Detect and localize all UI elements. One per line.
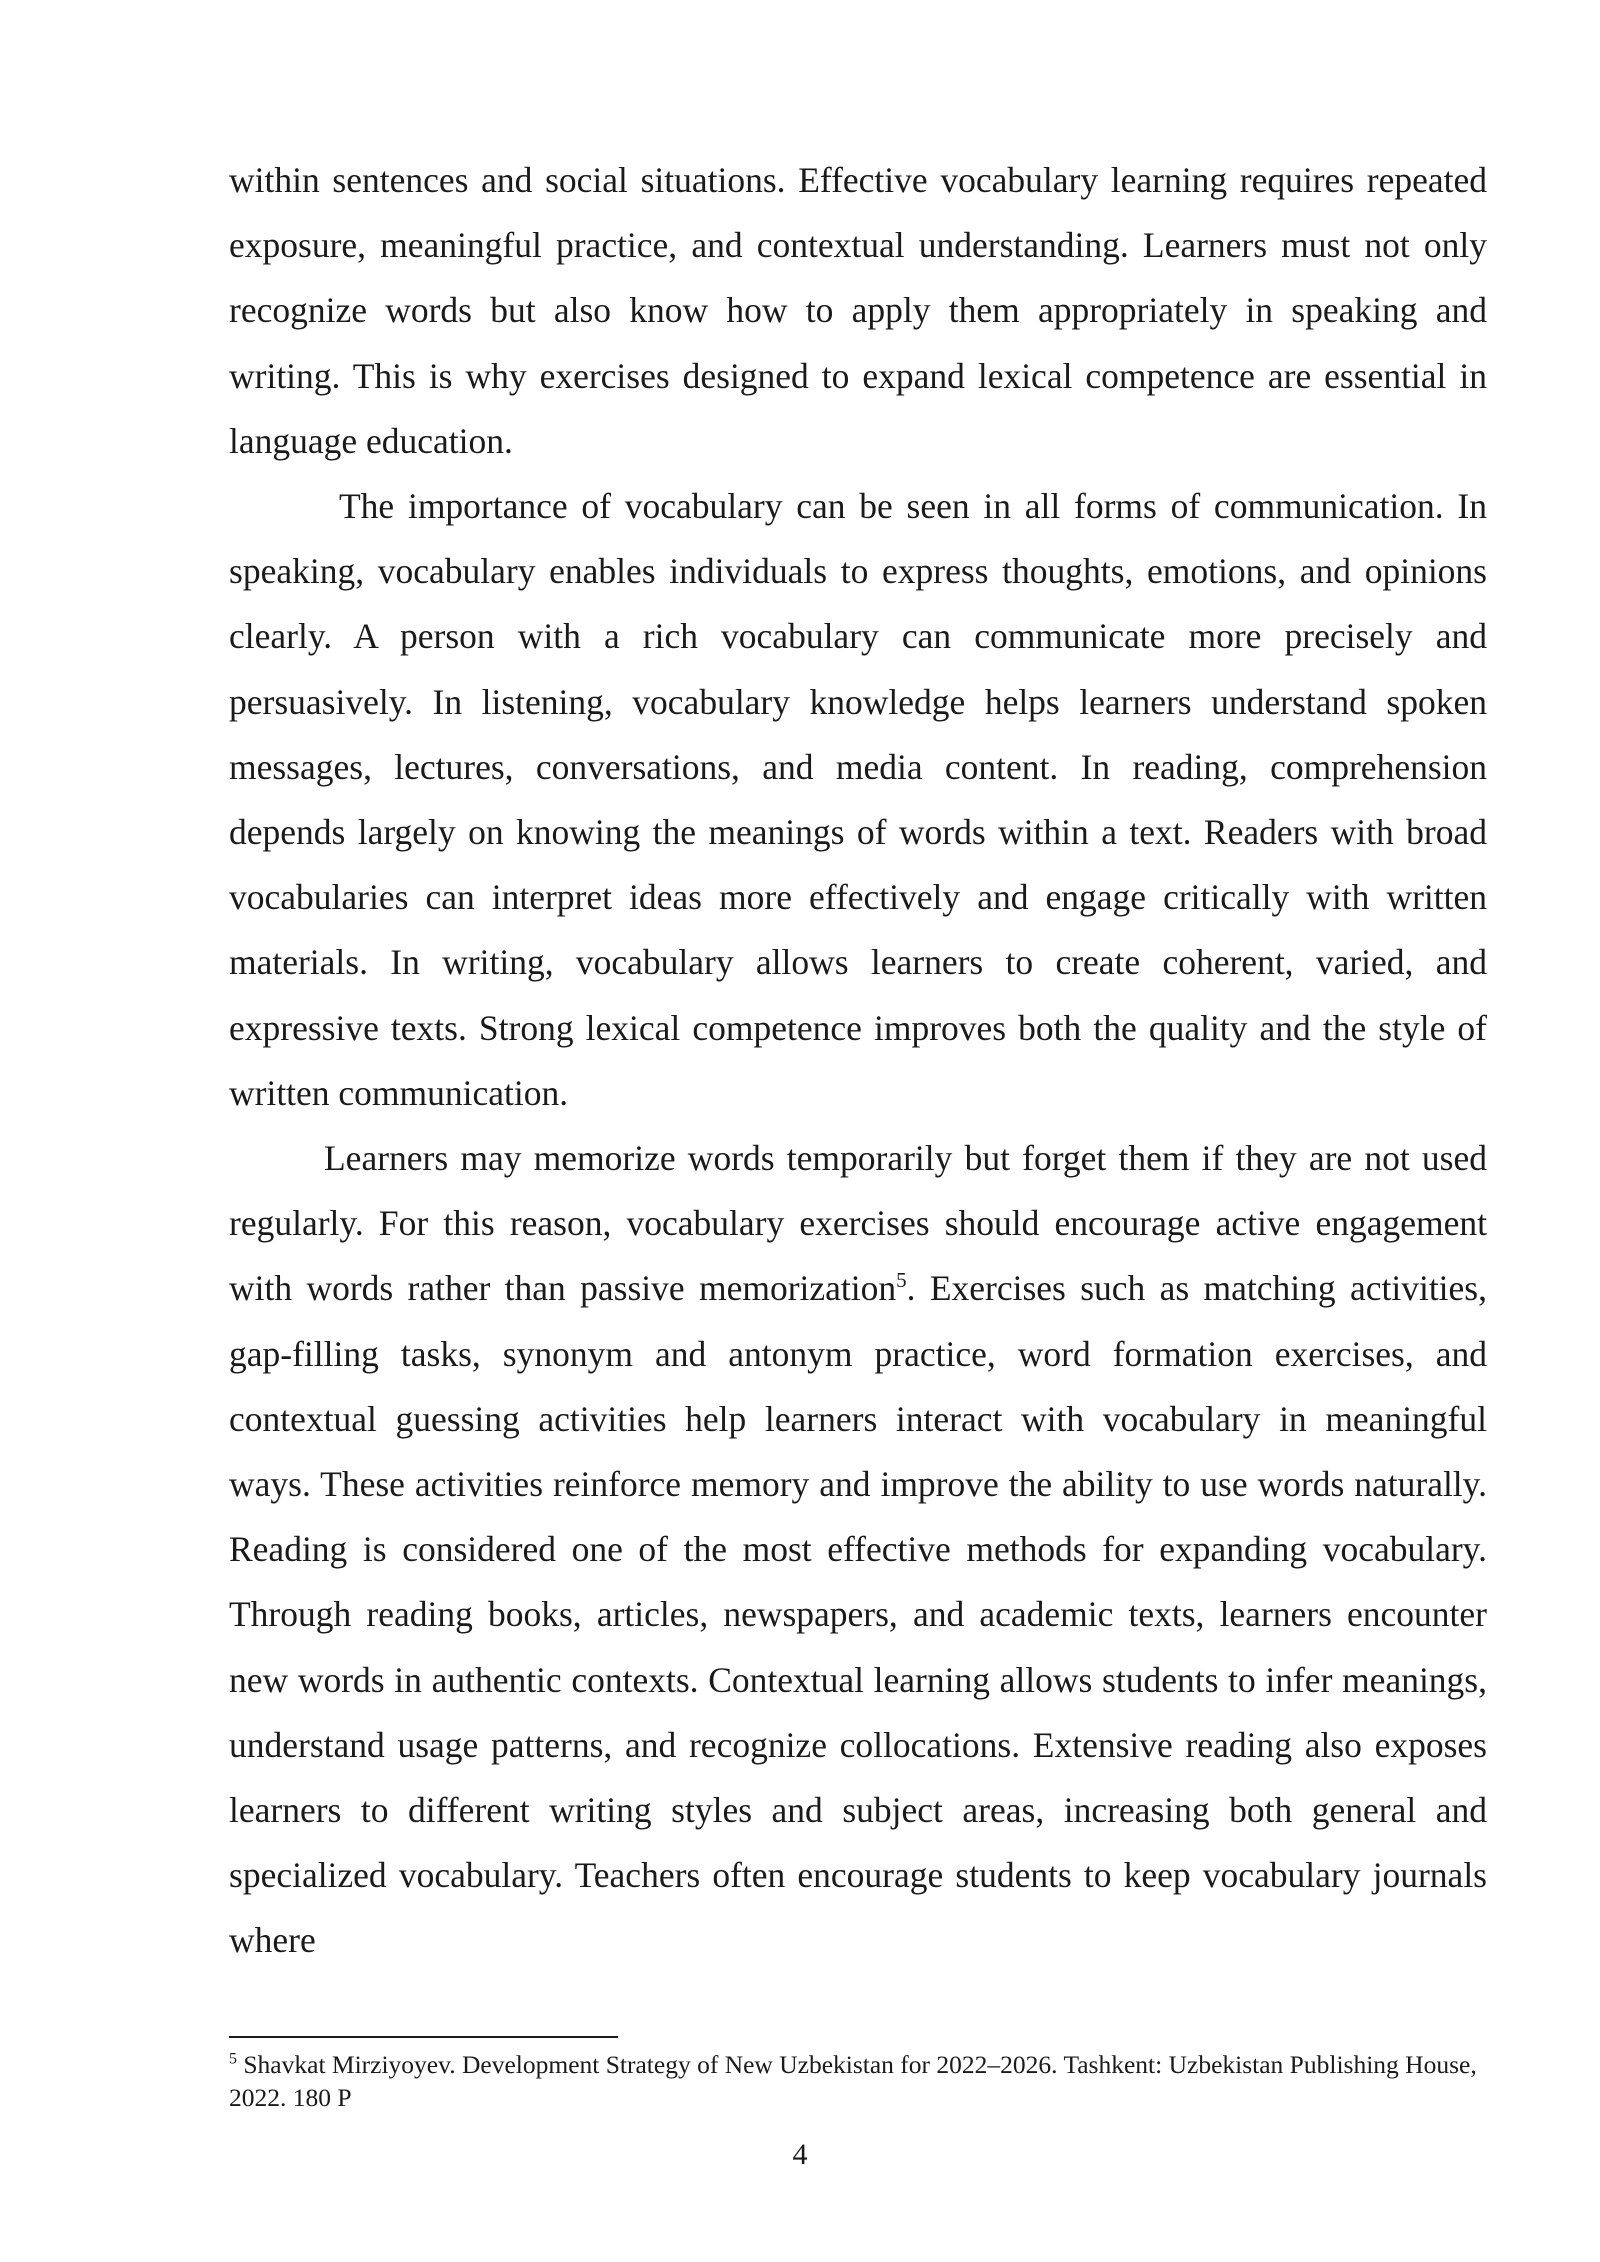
paragraph-3-text-after-ref: . Exercises such as matching activities, gap-filling tasks, synonym and antonym practice, word formation exercises, and contextual guessing activities help learners interact with vocabulary in meaningful ways. These activities reinforce memory and improve the ability to use words naturally. Reading is considered one of the most effective methods for expanding vocabulary. Through reading books, articles, newspapers, and academic texts, learners encounter new words in authentic contexts. Contextual learning allows students to infer meanings, understand usage patterns, and recognize collocations. Extensive reading also exposes learners to different writing styles and subject areas, increasing both general and specialized vocabulary. Teachers often encourage students to keep vocabulary journals where bbox=[229, 1268, 1487, 1961]
footnote-text: Shavkat Mirziyoyev. Development Strategy of New Uzbekistan for 2022–2026. Tashkent: Uzbekistan Publishing House, 2022. 180 P bbox=[229, 2050, 1477, 2112]
paragraph-2: The importance of vocabulary can be seen in all forms of communication. In speaking, vocabulary enables individuals to express thoughts, emotions, and opinions clearly. A person with a rich vocabulary can communicate more precisely and persuasively. In listening, vocabulary knowledge helps learners understand spoken messages, lectures, conversations, and media content. In reading, comprehension depends largely on knowing the meanings of words within a text. Readers with broad vocabularies can interpret ideas more effectively and engage critically with written materials. In writing, vocabulary allows learners to create coherent, varied, and expressive texts. Strong lexical competence improves both the quality and the style of written communication. bbox=[229, 486, 1487, 1113]
body-text bbox=[229, 148, 1487, 1974]
footnote-number: 5 bbox=[229, 2050, 237, 2068]
footnote-reference[interactable]: 5 bbox=[896, 1268, 907, 1293]
paragraph-3 bbox=[229, 1126, 1487, 1974]
paragraph-3-text-before-ref: Learners may memorize words temporarily but forget them if they are not used regularly. For this reason, vocabulary exercises should encourage active engagement with words rather than passive memorization bbox=[229, 1138, 1487, 1309]
page-number: 4 bbox=[792, 2138, 808, 2171]
footnote bbox=[229, 2048, 1487, 2114]
footnote-separator bbox=[229, 2036, 618, 2038]
paragraph-1: within sentences and social situations. Effective vocabulary learning requires repeated exposure, meaningful practice, and contextual understanding. Learners must not only recognize words but also know how to apply them appropriately in speaking and writing. This is why exercises designed to expand lexical competence are essential in language education. bbox=[229, 160, 1487, 461]
